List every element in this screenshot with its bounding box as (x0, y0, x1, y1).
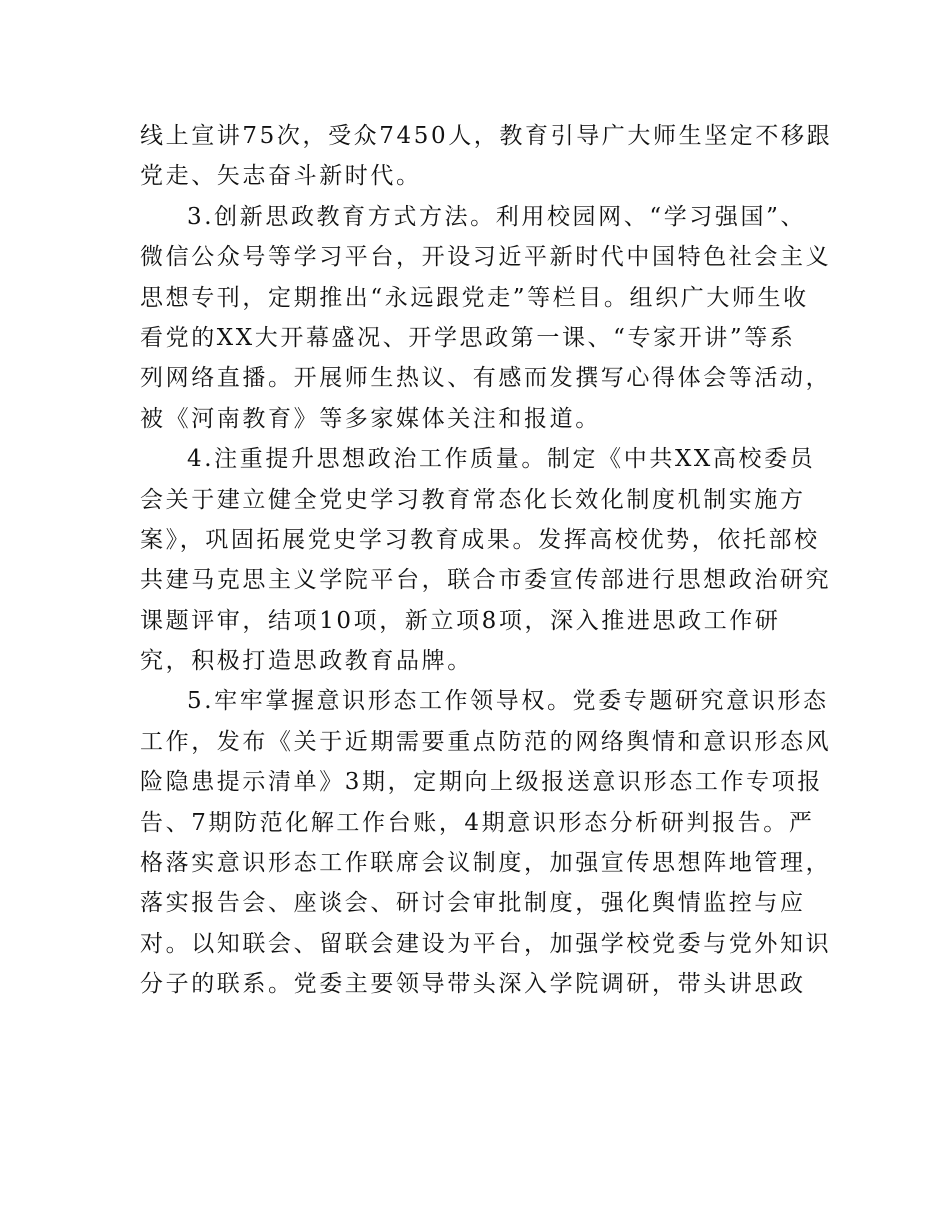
text-line: 格落实意识形态工作联席会议制度，加强宣传思想阵地管理， (140, 850, 832, 877)
document-body (140, 116, 833, 1005)
text-line: 落实报告会、座谈会、研讨会审批制度，强化舆情监控与应 (140, 890, 806, 917)
text-line: 告、7期防范化解工作台账，4期意识形态分析研判报告。严 (140, 809, 815, 836)
text-line: 线上宣讲75次，受众7450人，教育引导广大师生坚定不移跟 (140, 123, 833, 149)
text-line: 课题评审，结项10项，新立项8项，深入推进思政工作研 (140, 607, 781, 634)
text-line: 对。以知联会、留联会建设为平台，加强学校党委与党外知识 (140, 930, 832, 957)
text-line: 4.注重提升思想政治工作质量。制定《中共XX高校委员 (187, 446, 816, 473)
text-line: 案》，巩固拓展党史学习教育成果。发挥高校优势，依托部校 (140, 526, 820, 553)
text-line: 列网络直播。开展师生热议、有感而发撰写心得体会等活动， (140, 365, 832, 392)
text-line: 3.创新思政教育方式方法。利用校园网、“学习强国”、 (187, 203, 807, 230)
text-line: 看党的XX大开幕盛况、开学思政第一课、“专家开讲”等系 (140, 324, 796, 351)
text-line: 共建马克思主义学院平台，联合市委宣传部进行思想政治研究 (140, 567, 832, 594)
text-line: 党走、矢志奋斗新时代。 (140, 163, 422, 190)
text-line: 究，积极打造思政教育品牌。 (140, 648, 473, 675)
text-line: 微信公众号等学习平台，开设习近平新时代中国特色社会主义 (140, 244, 832, 271)
text-line: 被《河南教育》等多家媒体关注和报道。 (140, 405, 601, 432)
text-line: 险隐患提示清单》3期，定期向上级报送意识形态工作专项报 (140, 769, 823, 796)
text-line: 5.牢牢掌握意识形态工作领导权。党委专题研究意识形态 (187, 688, 829, 715)
text-line: 思想专刊，定期推出“永远跟党走”等栏目。组织广大师生收 (140, 284, 809, 311)
text-line: 会关于建立健全党史学习教育常态化长效化制度机制实施方 (140, 486, 806, 513)
text-line: 工作，发布《关于近期需要重点防范的网络舆情和意识形态风 (140, 728, 832, 755)
text-line: 分子的联系。党委主要领导带头深入学院调研，带头讲思政 (140, 971, 806, 998)
